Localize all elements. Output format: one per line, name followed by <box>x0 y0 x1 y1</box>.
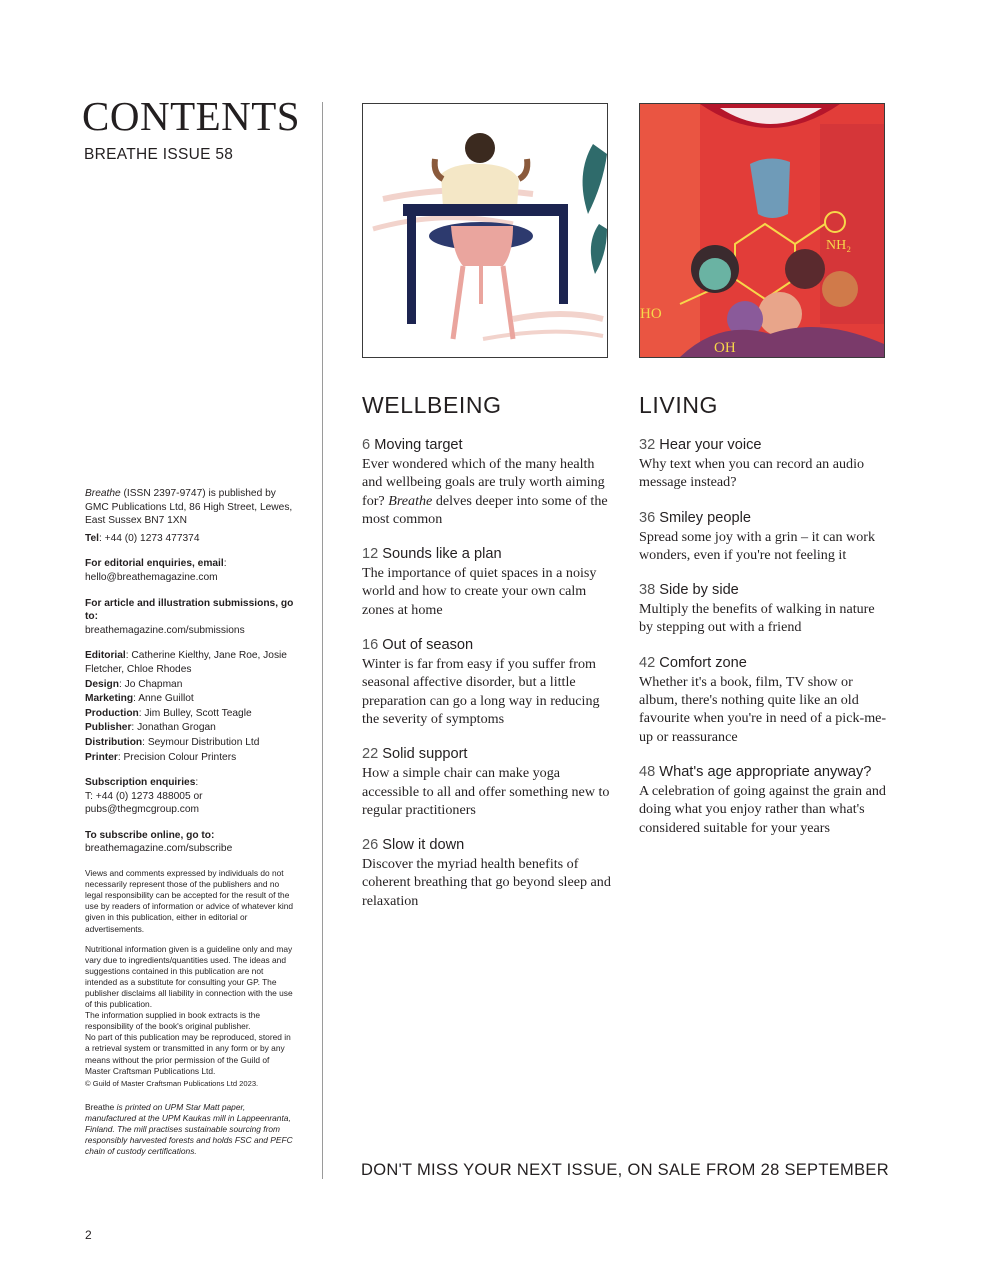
article-heading <box>639 654 889 672</box>
wellbeing-illustration <box>362 103 608 358</box>
article-title: What's age appropriate anyway? <box>659 763 872 780</box>
credit-publisher: Publisher: Jonathan Grogan <box>85 722 216 734</box>
article-description: The importance of quiet spaces in a noisy world and how to create your own calm zones at home <box>362 565 597 618</box>
disclaimer-views: Views and comments expressed by individuals do not necessarily represent those of the publishers and no legal responsibility can be accepted for the result of the use by readers of information or advice of whatever kind given in this publication, either in editorial or advertisements. <box>85 868 294 934</box>
submissions: For article and illustration submissions, go to: breathemagazine.com/submissions <box>85 597 294 636</box>
article-description: Why text when you can record an audio message instead? <box>639 456 865 491</box>
page-number: 36 <box>639 509 656 526</box>
article-entry[interactable] <box>639 654 889 746</box>
article-entry[interactable] <box>362 836 612 910</box>
crowd-molecule-illustration <box>640 104 884 357</box>
page-title: CONTENTS <box>82 93 301 139</box>
page-number: 48 <box>639 763 656 780</box>
article-heading <box>362 745 612 763</box>
disclaimer-nutrition: Nutritional information given is a guideline only and may vary due to ingredients/quantities used. The ideas and suggestions contained in this publication are not intended as a substitute for consulting your GP. The publisher disclaims all liability in connection with the use of this publication. <box>85 943 293 1010</box>
article-title: Hear your voice <box>659 437 762 453</box>
page-number: 42 <box>639 654 656 671</box>
article-title: Out of season <box>382 637 474 654</box>
article-description: Ever wondered which of the many health and wellbeing goals are truly worth aiming for? Breathe delves deeper into some of the most common <box>362 456 608 527</box>
article-entry[interactable] <box>639 509 889 565</box>
submissions-link[interactable]: breathemagazine.com/submissions <box>85 624 245 636</box>
article-entry[interactable] <box>362 745 612 819</box>
article-title: Sounds like a plan <box>382 546 502 563</box>
page-number: 26 <box>362 837 379 854</box>
article-entry[interactable] <box>639 581 889 637</box>
article-heading <box>362 836 612 854</box>
credit-distribution: Distribution: Seymour Distribution Ltd <box>85 736 260 748</box>
article-title: Solid support <box>382 746 468 763</box>
molecule-label-oh: OH <box>714 340 736 356</box>
molecule-label-ho: HO <box>640 306 662 322</box>
article-description: Spread some joy with a grin – it can work wonders, even if you're not feeling it <box>639 528 876 563</box>
brand-name: Breathe <box>388 492 433 509</box>
living-list <box>639 436 889 854</box>
article-heading <box>639 581 889 599</box>
article-heading <box>639 436 889 454</box>
article-description: Discover the myriad health benefits of coherent breathing that go beyond sleep and relaxation <box>362 856 611 909</box>
subscribe-link[interactable]: breathemagazine.com/subscribe <box>85 843 233 855</box>
page-number: 16 <box>362 637 379 654</box>
article-heading <box>362 545 612 563</box>
credit-editorial: Editorial: Catherine Kielthy, Jane Roe, Josie Fletcher, Chloe Rhodes <box>85 650 287 675</box>
meditating-person-illustration <box>363 104 607 357</box>
disclaimer-extracts: The information supplied in book extracts is the responsibility of the book's original publisher. <box>85 1010 261 1032</box>
credit-printer: Printer: Precision Colour Printers <box>85 751 237 763</box>
issue-label: BREATHE ISSUE 58 <box>84 146 234 163</box>
editorial-email-link[interactable]: hello@breathemagazine.com <box>85 571 218 583</box>
page-number: 22 <box>362 746 379 763</box>
article-title: Slow it down <box>382 837 465 854</box>
wellbeing-list <box>362 436 612 927</box>
article-description: Winter is far from easy if you suffer from seasonal affective disorder, but a little preparation can go a long way in reducing the severity of symptoms <box>362 656 600 727</box>
article-heading <box>362 636 612 654</box>
article-title: Comfort zone <box>659 654 747 671</box>
telephone: Tel: +44 (0) 1273 477374 <box>85 532 200 544</box>
paper-note: Breathe is printed on UPM Star Matt paper, manufactured at the UPM Kaukas mill in Lappeenranta, Finland. The mill practises sustainable sourcing from responsibly harvested forests and holds FSC and PEFC chain of custody certifications. <box>85 1101 293 1157</box>
section-heading-wellbeing: WELLBEING <box>362 392 502 418</box>
article-entry[interactable] <box>362 545 612 619</box>
editorial-enquiries: For editorial enquiries, email: hello@breathemagazine.com <box>85 558 227 583</box>
credit-marketing: Marketing: Anne Guillot <box>85 693 194 705</box>
section-heading-living: LIVING <box>639 392 719 418</box>
article-heading <box>639 763 889 781</box>
article-heading <box>639 509 889 527</box>
page-number: 6 <box>362 437 371 453</box>
subscription-enquiries: Subscription enquiries: T: +44 (0) 1273 488005 or pubs@thegmcgroup.com <box>85 777 203 816</box>
page-folio: 2 <box>85 1228 92 1242</box>
living-illustration <box>639 103 885 358</box>
article-entry[interactable] <box>639 763 889 837</box>
article-title: Moving target <box>374 437 463 453</box>
article-entry[interactable] <box>639 436 889 492</box>
imprint <box>85 487 297 1166</box>
credit-production: Production: Jim Bulley, Scott Teagle <box>85 707 252 719</box>
article-heading <box>362 436 612 454</box>
article-description: Whether it's a book, film, TV show or album, there's nothing quite like an old favourite when you're in need of a pick-me-up or reassurance <box>639 673 887 745</box>
article-description: Multiply the benefits of walking in nature by stepping out with a friend <box>639 601 875 636</box>
article-title: Side by side <box>659 582 739 599</box>
page-number: 12 <box>362 546 379 563</box>
article-description: A celebration of going against the grain and doing what you enjoy rather than what's considered suitable for your years <box>639 782 886 836</box>
article-title: Smiley people <box>659 509 751 526</box>
credit-design: Design: Jo Chapman <box>85 678 183 690</box>
article-entry[interactable] <box>362 436 612 528</box>
credits-list <box>85 649 297 764</box>
next-issue-banner: DON'T MISS YOUR NEXT ISSUE, ON SALE FROM 28 SEPTEMBER <box>361 1161 889 1179</box>
molecule-label-nh2: NH₂ <box>826 238 852 253</box>
page-number: 38 <box>639 582 656 599</box>
article-description: How a simple chair can make yoga accessible to all and offer something new to regular practitioners <box>362 765 610 818</box>
copyright: © Guild of Master Craftsman Publications Ltd 2023. <box>85 1078 259 1088</box>
disclaimer-reproduction: No part of this publication may be reproduced, stored in a retrieval system or transmitted in any form or by any means without the prior permission of the Guild of Master Craftsman Publications Ltd. <box>85 1032 291 1076</box>
brand-name: Breathe <box>85 488 121 499</box>
article-entry[interactable] <box>362 636 612 728</box>
page-number: 32 <box>639 437 656 453</box>
subscription-contact[interactable]: T: +44 (0) 1273 488005 or pubs@thegmcgroup.com <box>85 790 203 816</box>
publisher-statement: Breathe (ISSN 2397-9747) is published by GMC Publications Ltd, 86 High Street, Lewes, East Sussex BN7 1XN <box>85 488 293 527</box>
column-divider <box>322 102 323 1179</box>
subscribe-online: To subscribe online, go to: breathemagazine.com/subscribe <box>85 829 233 855</box>
